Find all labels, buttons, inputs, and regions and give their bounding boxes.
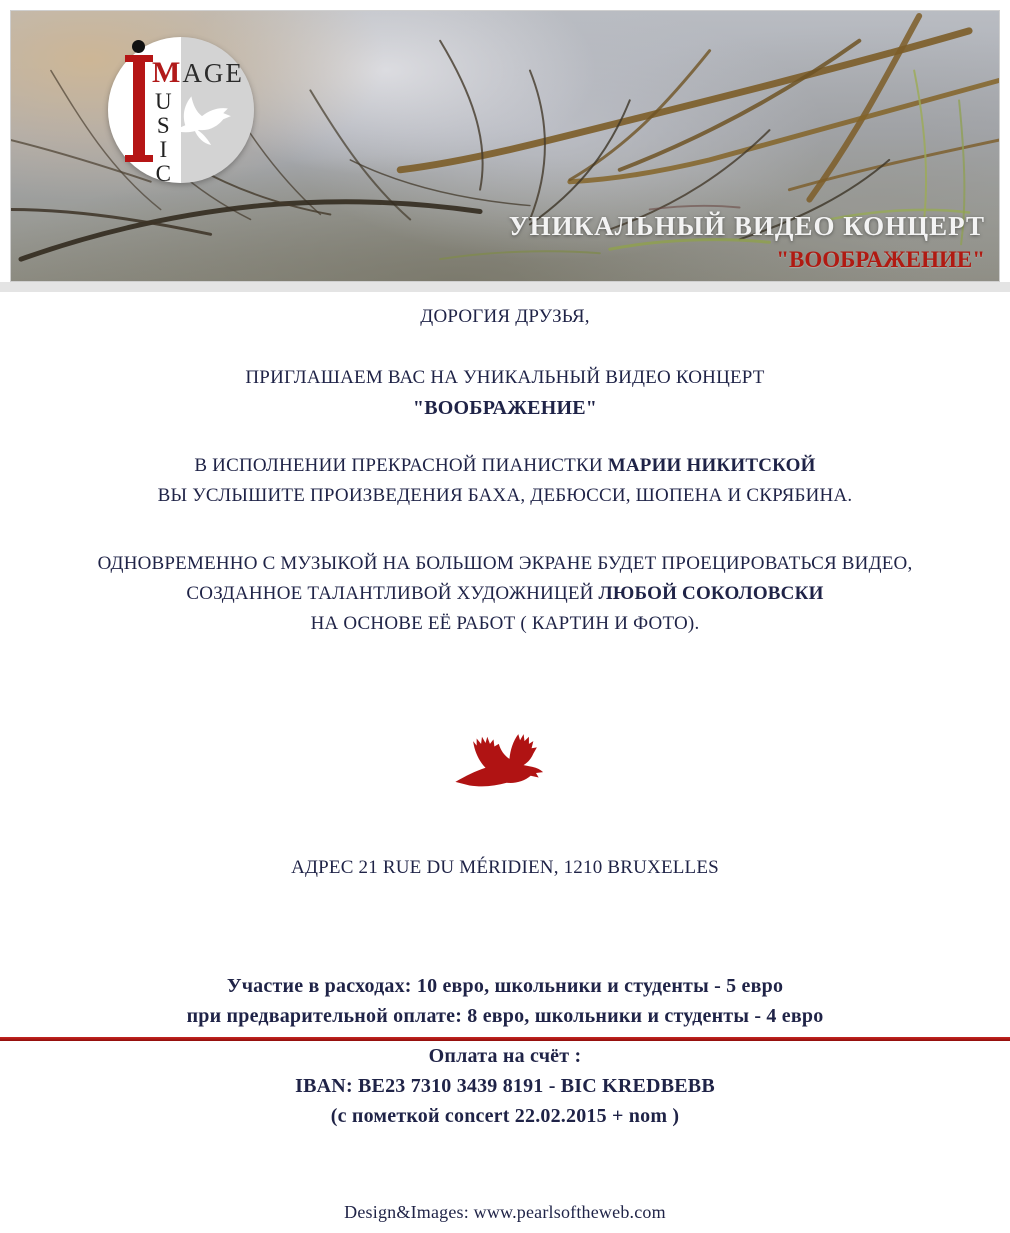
iban-line: IBAN: BE23 7310 3439 8191 - BIC KREDBEBB: [295, 1075, 715, 1097]
performer-line: [0, 451, 1010, 481]
bird-row: [0, 727, 1010, 789]
program-line: ВЫ УСЛЫШИТЕ ПРОИЗВЕДЕНИЯ БАХА, ДЕБЮССИ, ШОПЕНА И СКРЯБИНА.: [157, 485, 853, 506]
banner-photo: [10, 10, 1000, 282]
logo-i-dot: [132, 40, 145, 53]
performer-block: [0, 451, 1010, 511]
logo-letters-age: AGE: [182, 58, 244, 88]
performer-name: МАРИИ НИКИТСКОЙ: [607, 455, 816, 476]
video-line-3: НА ОСНОВЕ ЕЁ РАБОТ ( КАРТИН И ФОТО).: [310, 613, 700, 634]
pricing-line-1: Участие в расходах: 10 евро, школьники и студенты - 5 евро: [226, 975, 784, 997]
logo-letter-c: C: [155, 161, 171, 186]
image-music-logo: [108, 37, 254, 186]
video-line-1: ОДНОВРЕМЕННО С МУЗЫКОЙ НА БОЛЬШОМ ЭКРАНЕ БУДЕТ ПРОЕЦИРОВАТЬСЯ ВИДЕО,: [97, 553, 913, 574]
logo-word-image: [152, 58, 244, 88]
payment-header: Оплата на счёт :: [428, 1045, 582, 1067]
pricing-block: [0, 971, 1010, 1031]
payment-note-line: (с пометкой concert 22.02.2015 + nom ): [330, 1105, 680, 1127]
banner-titles: [509, 211, 985, 273]
greeting-line: ДОРОГИЯ ДРУЗЬЯ,: [420, 306, 590, 327]
logo-letter-s: S: [156, 113, 170, 138]
banner-subtitle: "ВООБРАЖЕНИЕ": [776, 247, 985, 273]
logo-letter-m: M: [152, 56, 183, 89]
logo-letter-i2: I: [159, 137, 168, 162]
footer-credit: Design&Images: www.pearlsoftheweb.com: [344, 1202, 666, 1222]
concert-title: "ВООБРАЖЕНИЕ": [412, 397, 598, 419]
pricing-line-2: при предварительной оплате: 8 евро, школьники и студенты - 4 евро: [186, 1005, 824, 1027]
video-line-2-prefix: СОЗДАННОЕ ТАЛАНТЛИВОЙ ХУДОЖНИЦЕЙ: [186, 583, 599, 604]
logo-letter-i: [125, 55, 153, 162]
dove-icon: [164, 87, 240, 159]
video-line-2: [0, 579, 1010, 609]
red-flying-bird-icon: [451, 727, 559, 789]
artist-name: ЛЮБОЙ СОКОЛОВСКИ: [598, 583, 824, 604]
invite-block: [0, 363, 1010, 423]
banner-bottom-strip: [0, 282, 1010, 292]
banner-title: УНИКАЛЬНЫЙ ВИДЕО КОНЦЕРТ: [508, 211, 985, 241]
invite-line: ПРИГЛАШАЕМ ВАС НА УНИКАЛЬНЫЙ ВИДЕО КОНЦЕРТ: [245, 367, 765, 388]
payment-block: [0, 1041, 1010, 1131]
video-block: [0, 549, 1010, 639]
logo-letter-u: U: [155, 89, 172, 114]
performer-prefix: В ИСПОЛНЕНИИ ПРЕКРАСНОЙ ПИАНИСТКИ: [194, 455, 608, 476]
banner-wrap: [0, 0, 1010, 282]
address-line: АДРЕС 21 RUE DU MÉRIDIEN, 1210 BRUXELLES: [291, 857, 719, 878]
